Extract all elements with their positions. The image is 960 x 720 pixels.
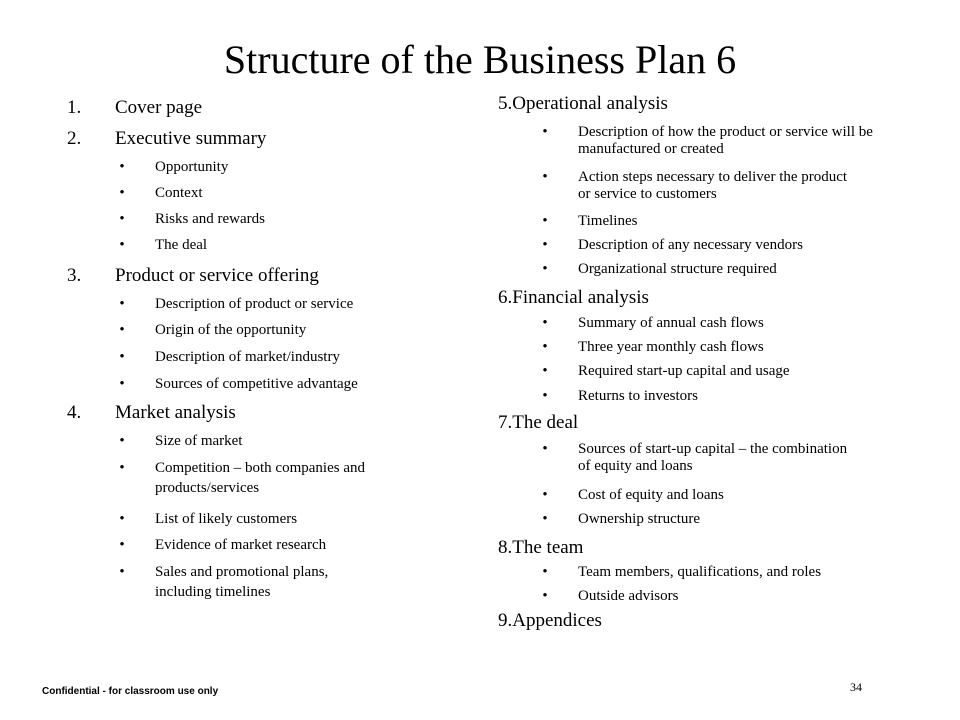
section-number: 1. <box>67 97 82 118</box>
bullet-icon: • <box>542 261 548 277</box>
section-label: Product or service offering <box>115 265 319 286</box>
list-item-text: Organizational structure required <box>578 261 777 277</box>
section-number: 4. <box>67 402 82 423</box>
list-item-text: Sources of competitive advantage <box>155 376 358 392</box>
list-item-text: Sources of start-up capital – the combination of equity and loans <box>578 441 848 474</box>
list-item-text: Team members, qualifications, and roles <box>578 564 822 580</box>
bullet-icon: • <box>119 296 125 312</box>
bullet-icon: • <box>542 339 548 355</box>
bullet-icon: • <box>542 564 548 580</box>
bullet-icon: • <box>119 211 125 227</box>
bullet-icon: • <box>119 185 125 201</box>
bullet-icon: • <box>119 460 125 476</box>
list-item-text: Required start-up capital and usage <box>578 363 790 379</box>
list-item <box>542 315 764 332</box>
list-item-text: Description of any necessary vendors <box>578 237 803 253</box>
list-item <box>542 124 888 158</box>
bullet-icon: • <box>119 159 125 175</box>
list-item-text: Timelines <box>578 213 638 229</box>
bullet-icon: • <box>542 588 548 604</box>
bullet-icon: • <box>542 213 548 229</box>
bullet-icon: • <box>119 511 125 527</box>
list-item <box>542 564 822 581</box>
list-item <box>542 237 803 254</box>
list-item-text: Risks and rewards <box>155 211 265 227</box>
list-item <box>542 261 777 278</box>
section-label: Cover page <box>115 97 203 118</box>
bullet-icon: • <box>542 363 548 379</box>
section-appendices: 9.Appendices <box>498 610 602 631</box>
list-item <box>542 487 724 504</box>
list-item-text: Sales and promotional plans, including timelines <box>155 564 329 600</box>
list-item-text: Ownership structure <box>578 511 701 527</box>
list-item-text: Origin of the opportunity <box>155 322 307 338</box>
bullet-icon: • <box>542 124 548 140</box>
bullet-icon: • <box>542 237 548 253</box>
section-label: Market analysis <box>115 402 236 423</box>
bullet-icon: • <box>542 388 548 404</box>
bullet-icon: • <box>119 376 125 392</box>
page-number: 34 <box>850 680 862 694</box>
list-item-text: Evidence of market research <box>155 537 327 553</box>
bullet-icon: • <box>119 537 125 553</box>
list-item-text: Action steps necessary to deliver the product or service to customers <box>578 169 848 202</box>
list-item-text: Description of product or service <box>155 296 354 312</box>
bullet-icon: • <box>119 564 125 580</box>
section-the-team: 8.The team <box>498 537 584 558</box>
list-item-text: The deal <box>155 237 208 253</box>
list-item-text: Description of market/industry <box>155 349 340 365</box>
bullet-icon: • <box>542 169 548 185</box>
list-item-text: Returns to investors <box>578 388 698 404</box>
bullet-icon: • <box>542 315 548 331</box>
list-item-text: Cost of equity and loans <box>578 487 724 503</box>
bullet-icon: • <box>119 433 125 449</box>
list-item <box>542 213 638 230</box>
list-item <box>542 511 701 528</box>
bullet-icon: • <box>542 487 548 503</box>
list-item-text: List of likely customers <box>155 511 298 527</box>
list-item <box>542 588 679 605</box>
list-item <box>542 169 858 203</box>
list-item-text: Outside advisors <box>578 588 679 604</box>
list-item-text: Context <box>155 185 203 201</box>
section-operational-analysis: 5.Operational analysis <box>498 93 668 114</box>
bullet-icon: • <box>119 322 125 338</box>
bullet-icon: • <box>119 349 125 365</box>
list-item-text: Three year monthly cash flows <box>578 339 764 355</box>
section-the-deal: 7.The deal <box>498 412 579 433</box>
list-item <box>542 388 698 405</box>
list-item <box>542 363 790 380</box>
bullet-icon: • <box>542 511 548 527</box>
list-item-text: Summary of annual cash flows <box>578 315 764 331</box>
list-item <box>542 339 764 356</box>
section-number: 2. <box>67 128 82 149</box>
list-item <box>542 441 858 475</box>
list-item-text: Description of how the product or service will be manufactured or created <box>578 124 873 157</box>
list-item-text: Competition – both companies and products/services <box>155 460 365 496</box>
section-label: Executive summary <box>115 128 267 149</box>
section-number: 3. <box>67 265 82 286</box>
bullet-icon: • <box>119 237 125 253</box>
section-financial-analysis: 6.Financial analysis <box>498 287 649 308</box>
bullet-icon: • <box>542 441 548 457</box>
confidential-note: Confidential - for classroom use only <box>42 686 219 697</box>
list-item-text: Size of market <box>155 433 243 449</box>
slide-title: Structure of the Business Plan 6 <box>223 37 737 82</box>
list-item-text: Opportunity <box>155 159 229 175</box>
